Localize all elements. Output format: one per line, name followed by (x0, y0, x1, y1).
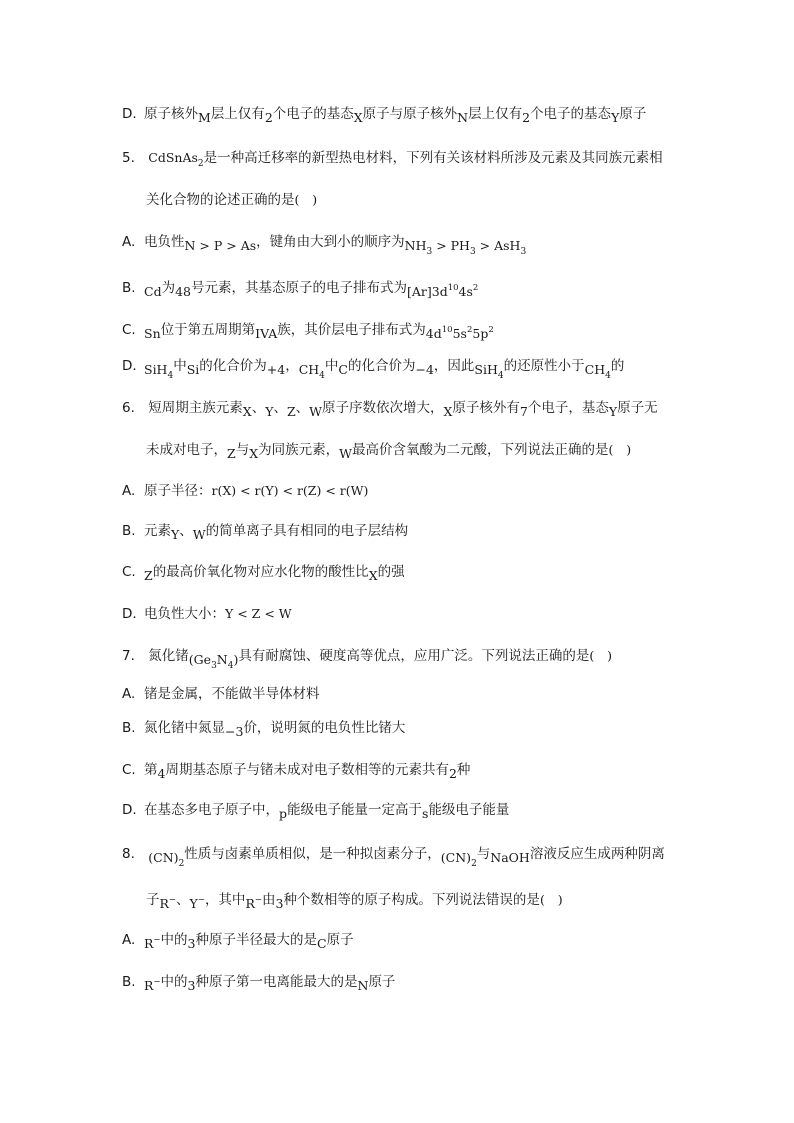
question-5-stem-cont: 关化合物的论述正确的是( ) (146, 192, 318, 208)
option-7c: C. 第4周期基态原子与锗未成对电子数相等的元素共有2种 (122, 762, 471, 781)
question-7-stem: 7. 氮化锗$(Ge_3N_4)$具有耐腐蚀、硬度高等优点，应用广泛。下列说法正确的是( ) (122, 648, 613, 671)
option-6c: C. Z的最高价氧化物对应水化物的酸性比X的强 (122, 564, 405, 583)
option-5b: B. Cd为48号元素，其基态原子的电子排布式为$[Ar]3d^{10}4s^2$ (122, 280, 479, 299)
option-8b: B. R−中的3种原子第一电离能最大的是N原子 (122, 974, 396, 993)
option-4d: D. 原子核外M层上仅有2个电子的基态X原子与原子核外N层上仅有2个电子的基态Y原子 (122, 106, 647, 125)
question-5-stem: 5. CdSnAs$_2$是一种高迁移率的新型热电材料，下列有关该材料所涉及元素及其同族元素相 (122, 150, 663, 169)
option-5a: A. 电负性N > P > As，键角由大到小的顺序为$NH_3 > PH_3 > AsH_3$ (122, 234, 527, 257)
option-6d: D. 电负性大小：Y < Z < W (122, 606, 292, 622)
question-6-stem-cont: 未成对电子，Z与X为同族元素，W最高价含氧酸为二元酸，下列说法正确的是( ) (146, 442, 632, 461)
option-5c: C. Sn位于第五周期第IVA族，其价层电子排布式为$4d^{10}5s^25p^2$ (122, 322, 494, 341)
option-8a: A. R−中的3种原子半径最大的是C原子 (122, 932, 354, 951)
question-8-stem: 8. $(CN)_2$性质与卤素单质相似，是一种拟卤素分子，$(CN)_2$与NaOH溶液反应生成两种阴离 (122, 846, 665, 869)
option-7b: B. 氮化锗中氮显−3价，说明氮的电负性比锗大 (122, 720, 406, 739)
option-6a: A. 原子半径：r(X) < r(Y) < r(Z) < r(W) (122, 483, 369, 499)
question-6-stem: 6. 短周期主族元素X、Y、Z、W原子序数依次增大，X原子核外有7个电子，基态Y原子无 (122, 400, 658, 419)
question-8-stem-cont: 子R−、Y−，其中R−由3种个数相等的原子构成。下列说法错误的是( ) (146, 892, 563, 911)
option-5d: D. SiH$_4$中Si的化合价为+4，$CH_4$中C的化合价为−4，因此SiH$_4$的还原性小于$CH_4$的 (122, 358, 625, 381)
option-6b: B. 元素Y、W的简单离子具有相同的电子层结构 (122, 523, 409, 542)
option-7d: D. 在基态多电子原子中，p能级电子能量一定高于s能级电子能量 (122, 802, 510, 821)
option-7a: A. 锗是金属，不能做半导体材料 (122, 686, 320, 702)
